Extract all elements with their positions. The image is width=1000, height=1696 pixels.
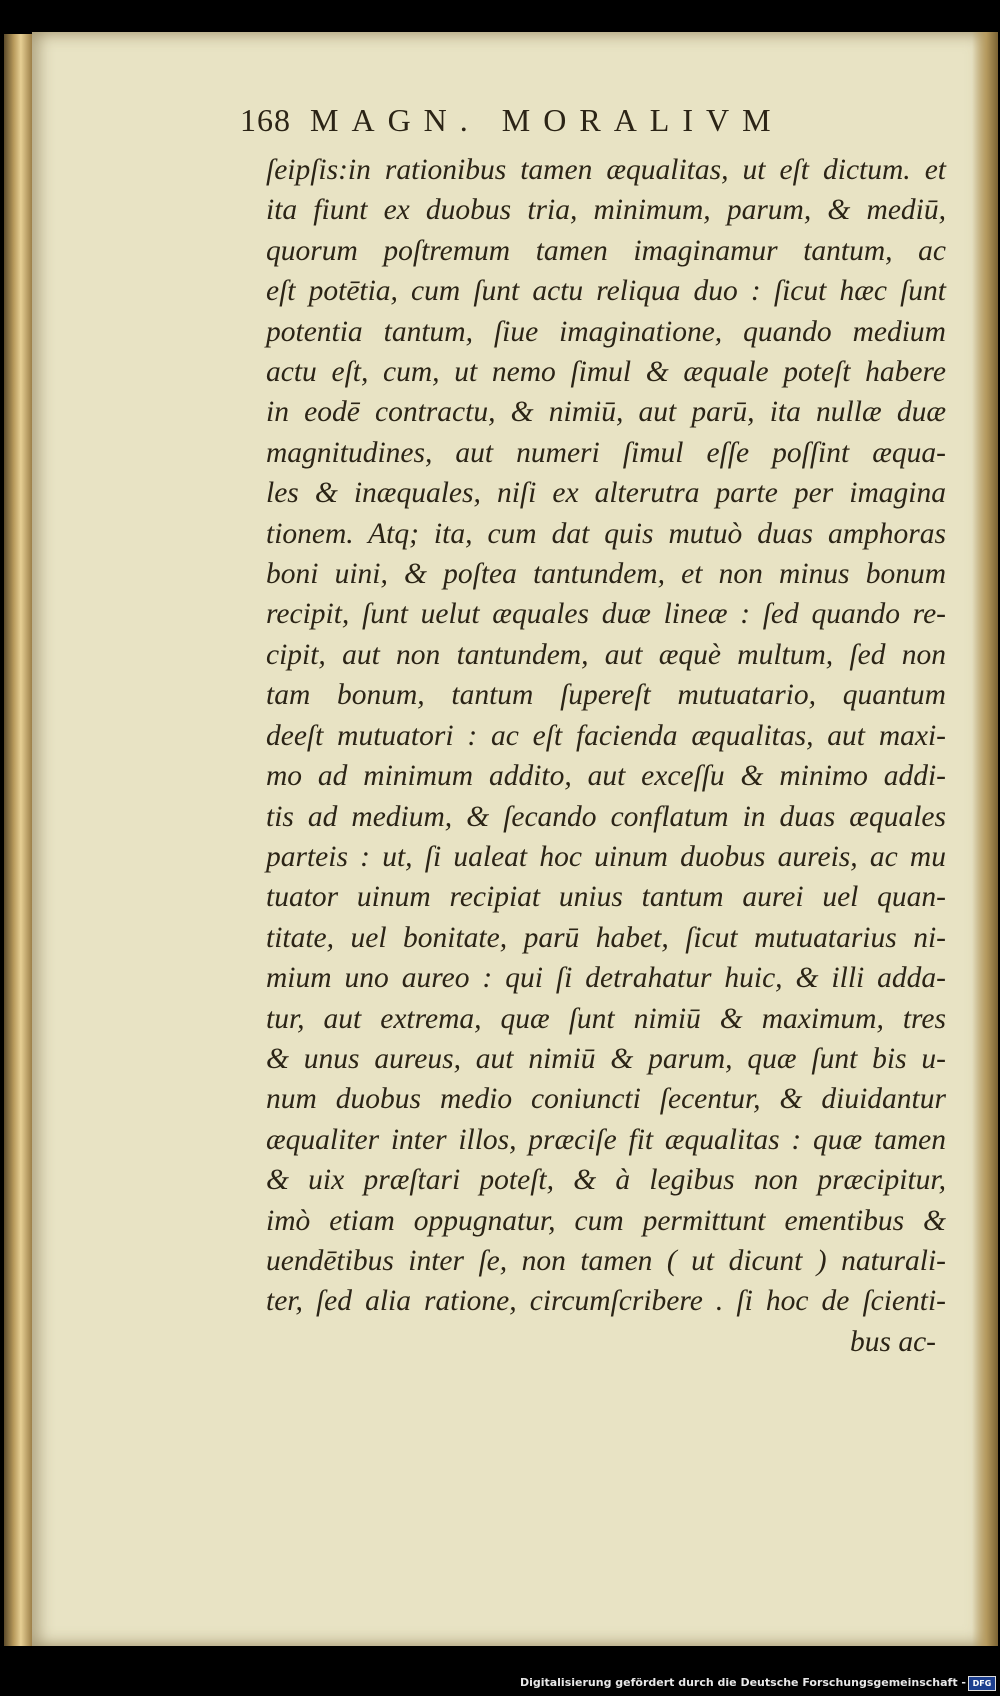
text-line: potentia tantum, ſiue imaginatione, quando medium [266, 315, 946, 348]
dfg-logo: DFG [968, 1676, 996, 1691]
page-header [240, 102, 940, 142]
text-line: tuator uinum recipiat unius tantum aurei uel quan- [266, 881, 946, 914]
page-edge-shadow [972, 32, 998, 1646]
text-line: tis ad medium, & ſecando conflatum in duas æquales [266, 800, 946, 833]
text-line: ter, ſed alia ratione, circumſcribere . ſi hoc de ſcienti- [266, 1285, 946, 1318]
text-line: tionem. Atq; ita, cum dat quis mutuò duas amphoras [266, 517, 946, 550]
text-line: in eodē contractu, & nimiū, aut parū, ita nullæ duæ [266, 396, 946, 429]
text-line: tam bonum, tantum ſupereſt mutuatario, quantum [266, 679, 946, 712]
text-line: æqualiter inter illos, præciſe fit æqualitas : quæ tamen [266, 1123, 946, 1156]
text-line: eſt potētia, cum ſunt actu reliqua duo : ſicut hæc ſunt [266, 275, 946, 308]
text-line: boni uini, & poſtea tantundem, et non minus bonum [266, 558, 946, 591]
text-line: num duobus medio coniuncti ſecentur, & diuidantur [266, 1083, 946, 1116]
text-line: & uix præſtari poteſt, & à legibus non præcipitur, [266, 1164, 946, 1197]
text-line: deeſt mutuatori : ac eſt facienda æqualitas, aut maxi- [266, 719, 946, 752]
body-text [266, 150, 946, 1362]
text-line: tur, aut extrema, quæ ſunt nimiū & maximum, tres [266, 1002, 946, 1035]
running-head: MAGN. MORALIVM [310, 102, 784, 138]
text-line: titate, uel bonitate, parū habet, ſicut mutuatarius ni- [266, 921, 946, 954]
text-line: bus ac- [849, 1325, 936, 1358]
text-line: les & inæquales, niſi ex alterutra parte per imagina [266, 477, 946, 510]
text-line: imò etiam oppugnatur, cum permittunt ementibus & [266, 1204, 946, 1237]
text-line: uendētibus inter ſe, non tamen ( ut dicunt ) naturali- [266, 1244, 946, 1277]
text-line: parteis : ut, ſi ualeat hoc uinum duobus aureis, ac mu [266, 840, 946, 873]
text-line: ſeipſis:in rationibus tamen æqualitas, ut eſt dictum. et [266, 154, 946, 186]
page-number: 168 [240, 102, 291, 138]
text-line: quorum poſtremum tamen imaginamur tantum, ac [266, 234, 946, 267]
text-line: cipit, aut non tantundem, aut æquè multum, ſed non [266, 638, 946, 671]
text-line: mium uno aureo : qui ſi detrahatur huic, & illi adda- [266, 962, 946, 995]
text-line: magnitudines, aut numeri ſimul eſſe poſſint æqua- [266, 436, 946, 469]
footer-credit: Digitalisierung gefördert durch die Deutsche Forschungsgemeinschaft - [519, 1676, 966, 1689]
text-line: actu eſt, cum, ut nemo ſimul & æquale poteſt habere [266, 356, 946, 389]
text-line: mo ad minimum addito, aut exceſſu & minimo addi- [266, 760, 946, 793]
text-line: recipit, ſunt uelut æquales duæ lineæ : ſed quando re- [266, 598, 946, 631]
footer-bar [0, 1674, 1000, 1694]
text-line: & unus aureus, aut nimiū & parum, quæ ſunt bis u- [266, 1042, 946, 1075]
book-spine-edge [4, 34, 32, 1646]
text-line: ita fiunt ex duobus tria, minimum, parum, & mediū, [266, 194, 946, 227]
